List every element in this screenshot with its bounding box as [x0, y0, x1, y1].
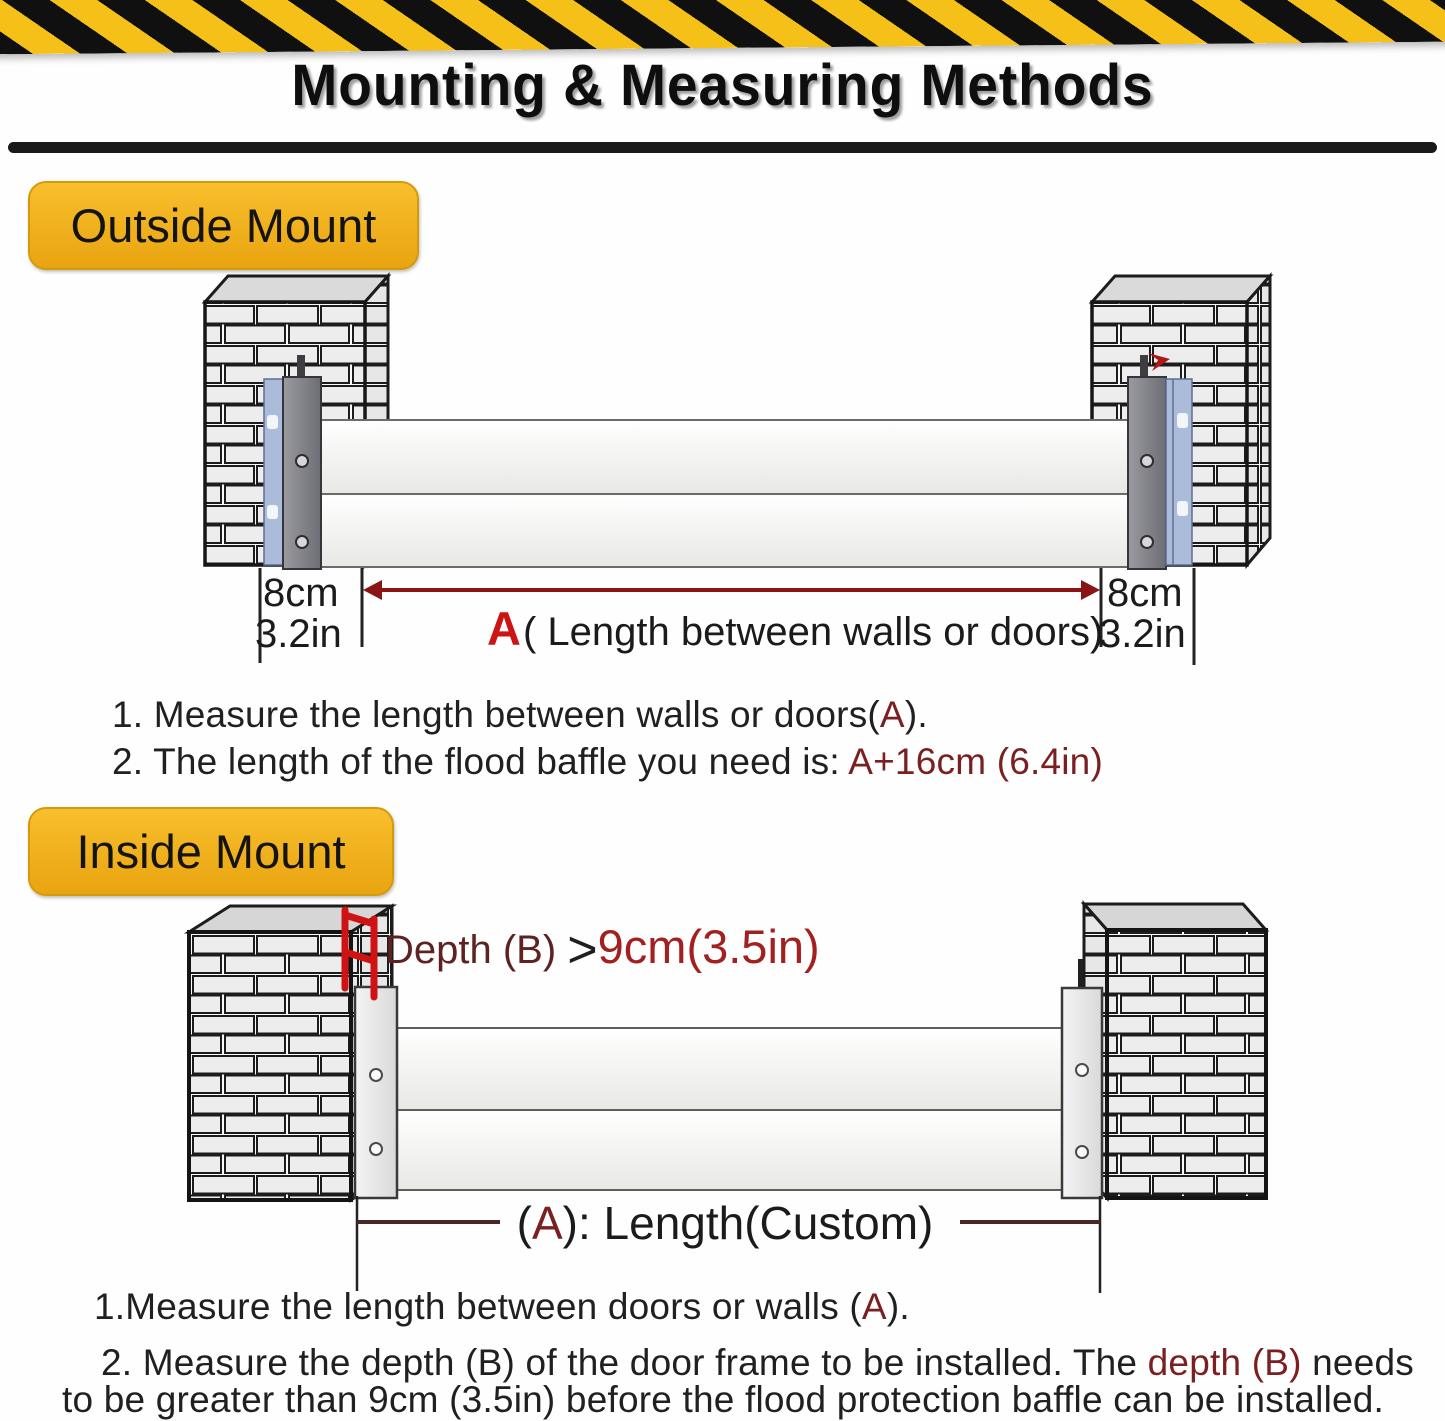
outside-step-1-text: 1. Measure the length between walls or doors(	[112, 694, 880, 735]
outside-step-2-formula: A+16cm (6.4in)	[848, 741, 1103, 782]
right-offset-cm: 8cm	[1107, 571, 1183, 615]
hazard-stripe-banner	[0, 0, 1445, 55]
outside-step-1-end: ).	[904, 694, 928, 735]
inside-step-2-line-2: to be greater than 9cm (3.5in) before the flood protection baffle can be installed.	[62, 1379, 1385, 1420]
outside-step-2	[112, 741, 1103, 783]
depth-b-value: 9cm(3.5in)	[597, 920, 820, 973]
outside-step-1-a: A	[879, 694, 905, 735]
left-offset-in: 3.2in	[255, 612, 342, 656]
depth-b-label: Depth (B)	[385, 928, 568, 972]
inside-step-1-text: 1.Measure the length between doors or walls (	[94, 1286, 862, 1327]
inside-step-2-line-1	[101, 1342, 1414, 1384]
length-custom-text: ): Length(Custom)	[562, 1197, 934, 1249]
hazard-stripes	[0, 0, 1445, 55]
length-a-text: ( Length between walls or doors)	[522, 610, 1104, 654]
right-offset-in: 3.2in	[1099, 612, 1186, 656]
flood-barrier-panels	[320, 420, 1132, 567]
title-underline-bar	[8, 142, 1437, 153]
length-custom-annotation	[500, 1196, 950, 1250]
right-mounting-channel	[1128, 353, 1192, 569]
inside-mount-badge	[28, 807, 394, 896]
inside-right-channel	[1062, 959, 1102, 1198]
inside-step-1-a: A	[861, 1286, 887, 1327]
inside-mount-badge-label: Inside Mount	[76, 825, 346, 878]
length-a-letter: A	[487, 602, 521, 655]
page-title: Mounting & Measuring Methods	[291, 53, 1154, 118]
left-offset-cm: 8cm	[263, 571, 339, 615]
outside-mount-badge-label: Outside Mount	[70, 199, 377, 252]
inside-left-channel	[355, 987, 397, 1198]
outside-step-1	[112, 694, 928, 736]
inside-step-2-text: 2. Measure the depth (B) of the door frame to be installed. The	[101, 1342, 1148, 1383]
outside-mount-badge	[28, 181, 419, 270]
inside-step-1-end: ).	[886, 1286, 910, 1327]
inside-step-1	[94, 1286, 910, 1328]
inside-right-pillar	[1084, 904, 1266, 1198]
left-mounting-channel	[264, 355, 321, 569]
greater-than-sign: >	[567, 921, 598, 979]
length-custom-a: A	[531, 1197, 563, 1249]
inside-step-2-end: needs	[1301, 1342, 1414, 1383]
length-custom-paren: (	[516, 1197, 532, 1249]
inside-flood-barrier-panels	[397, 1028, 1062, 1190]
outside-step-2-text: 2. The length of the flood baffle you need is:	[112, 741, 849, 782]
depth-b-annotation	[385, 919, 820, 980]
length-a-annotation	[487, 601, 1103, 656]
inside-step-2-depth: depth (B)	[1147, 1342, 1302, 1383]
